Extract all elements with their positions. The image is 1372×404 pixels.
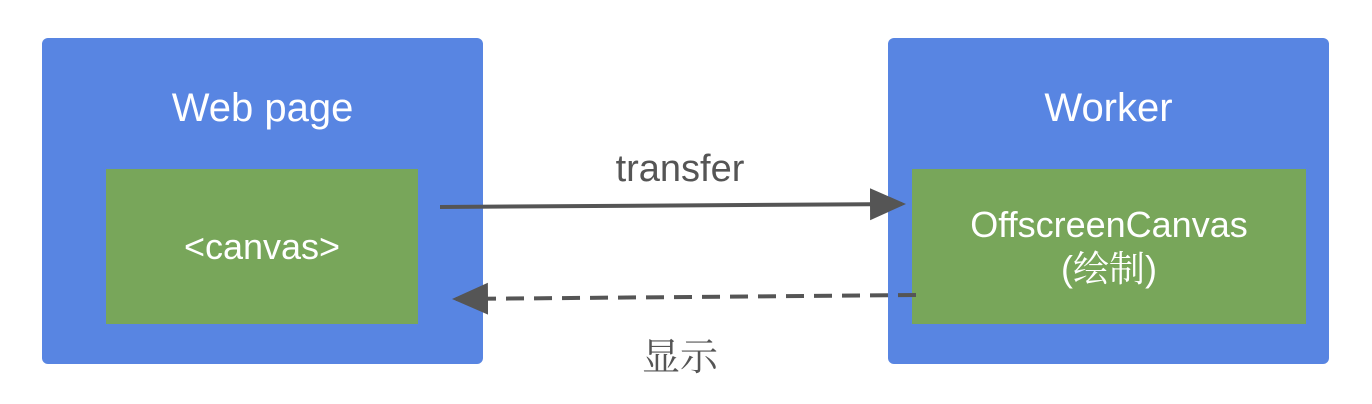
transfer-label: transfer	[615, 148, 745, 190]
canvas-label: <canvas>	[183, 225, 341, 267]
transfer-arrow	[440, 204, 902, 207]
draw-label: (绘制)	[1061, 247, 1157, 289]
worker-title: Worker	[1044, 86, 1173, 130]
display-label: 显示	[641, 337, 718, 379]
web-page-title: Web page	[171, 86, 354, 130]
offscreen-canvas-box	[912, 169, 1306, 324]
offscreen-canvas-label: OffscreenCanvas	[970, 204, 1248, 246]
canvas-element-box	[106, 169, 418, 324]
display-arrow	[456, 295, 916, 299]
